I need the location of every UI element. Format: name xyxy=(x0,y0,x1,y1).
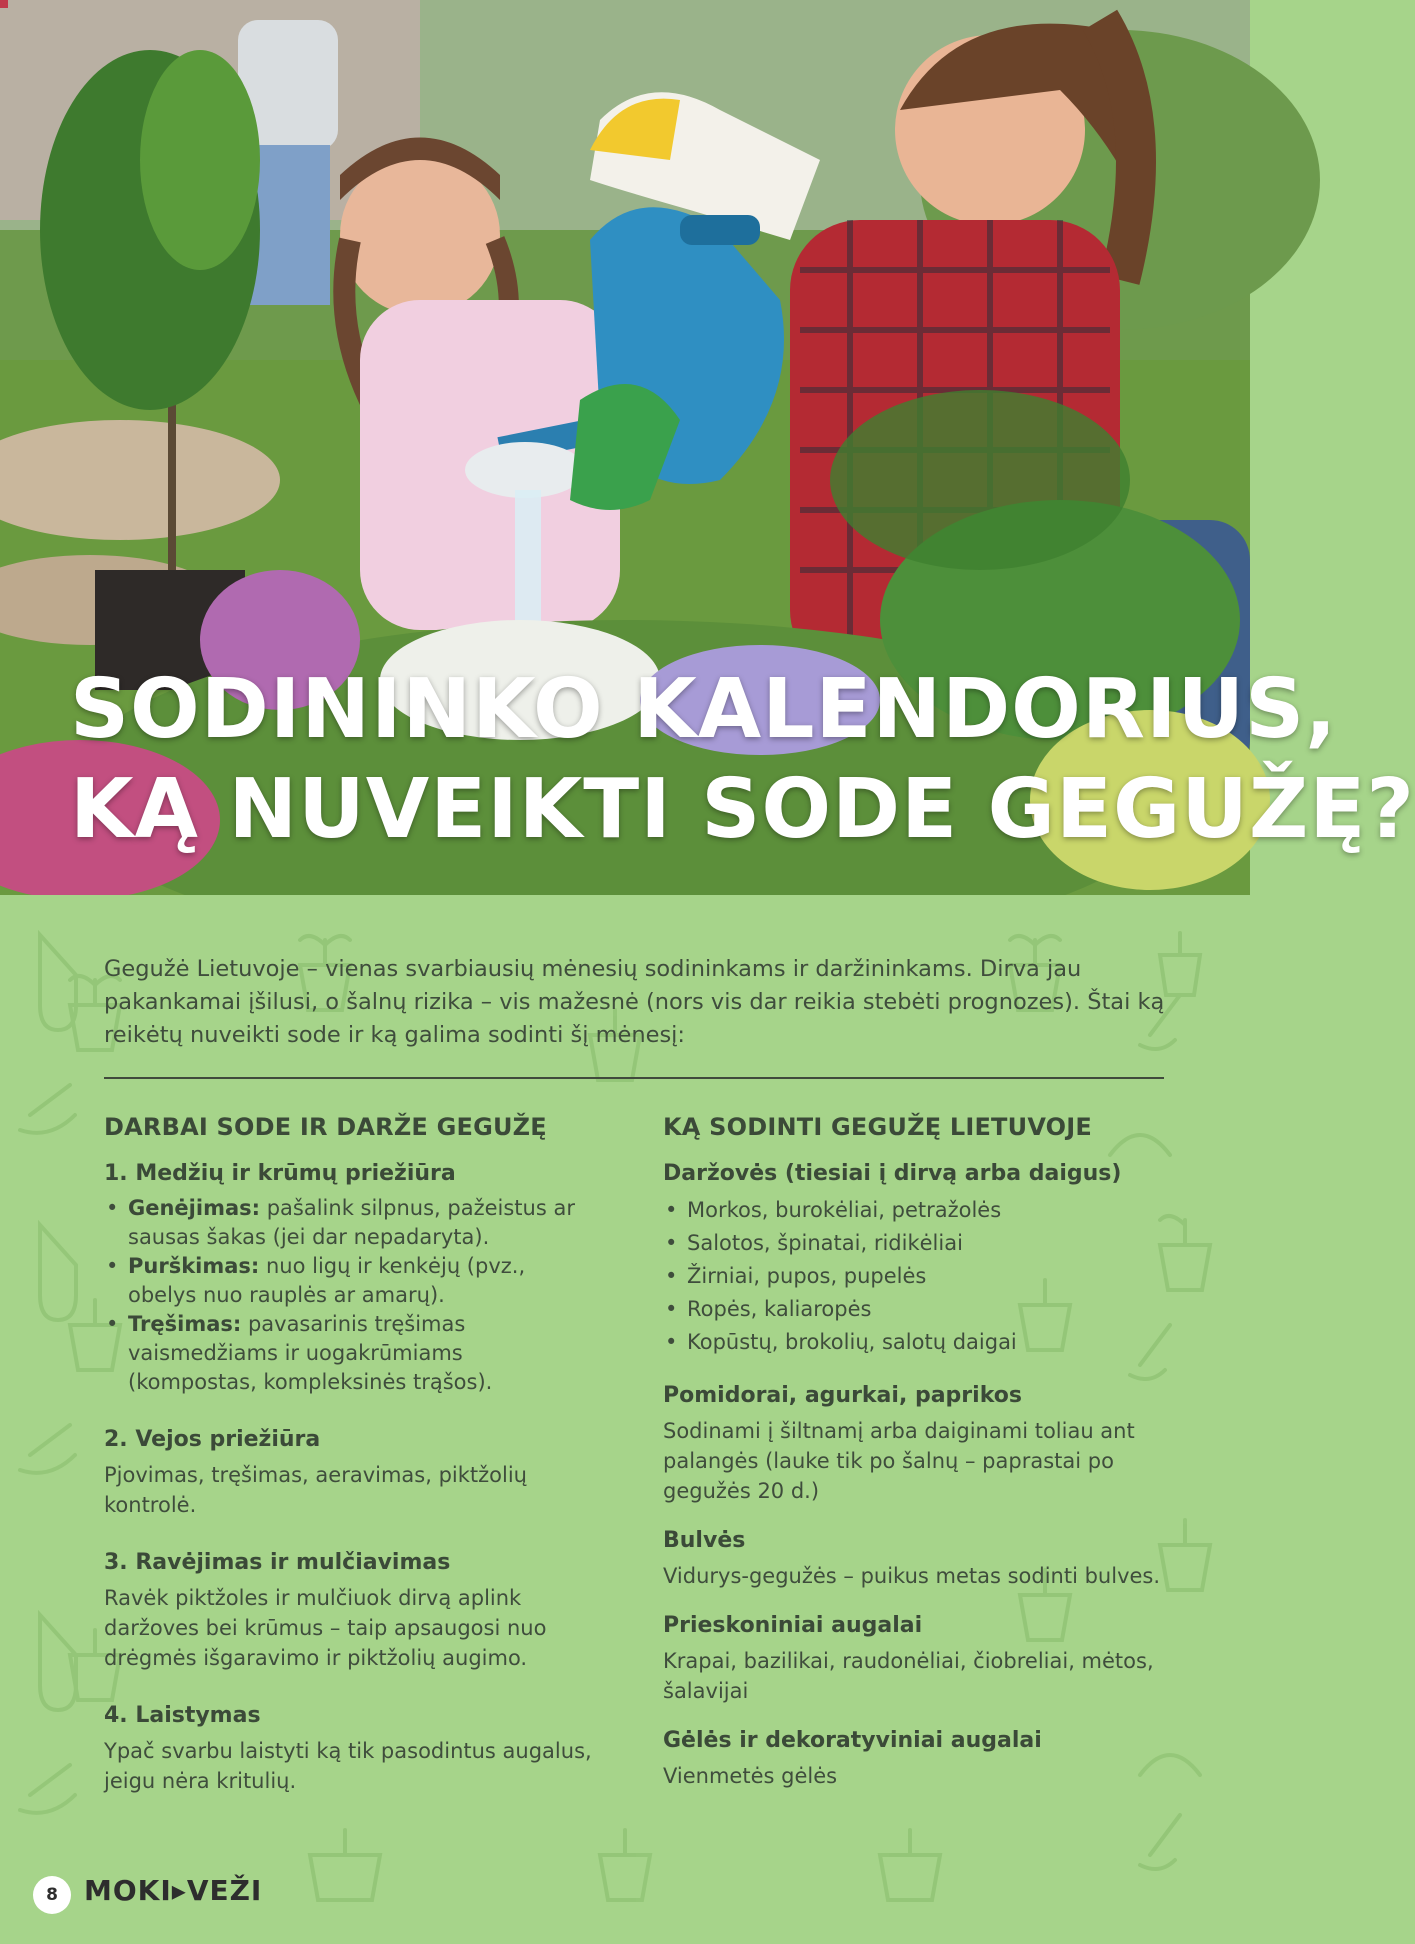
list-item xyxy=(104,1194,598,1252)
list-item: • Morkos, burokėliai, petražolės xyxy=(663,1194,1163,1227)
page-number: 8 xyxy=(33,1876,71,1914)
right-s2-title: Pomidorai, agurkai, paprikos xyxy=(663,1383,1022,1408)
left-s1-title: 1. Medžių ir krūmų priežiūra xyxy=(104,1161,456,1186)
list-item: • Ropės, kaliaropės xyxy=(663,1293,1163,1326)
right-s1-list xyxy=(663,1194,1163,1359)
right-s1-title: Daržovės (tiesiai į dirvą arba daigus) xyxy=(663,1161,1122,1186)
hero-title-line1: SODININKO KALENDORIUS, xyxy=(70,662,1338,757)
hero-title-line2: KĄ NUVEIKTI SODE GEGUŽĘ? xyxy=(70,762,1415,857)
right-s3-title: Bulvės xyxy=(663,1528,746,1553)
list-item xyxy=(104,1310,598,1397)
left-s4-title: 4. Laistymas xyxy=(104,1703,261,1728)
left-column xyxy=(104,1113,598,1796)
right-s4-text: Krapai, bazilikai, raudonėliai, čiobreliai, mėtos, šalavijai xyxy=(663,1649,1154,1703)
right-s4-title: Prieskoniniai augalai xyxy=(663,1613,923,1638)
brand-logo: MOKI▸VEŽI xyxy=(84,1874,263,1907)
hero-title xyxy=(70,660,1415,860)
corner-mark-icon xyxy=(0,0,8,8)
list-item xyxy=(104,1252,598,1310)
left-s2-text: Pjovimas, tręšimas, aeravimas, piktžolių kontrolė. xyxy=(104,1463,527,1517)
right-s5-title: Gėlės ir dekoratyviniai augalai xyxy=(663,1728,1042,1753)
left-s3-text: Ravėk piktžoles ir mulčiuok dirvą aplink daržoves bei krūmus – taip apsaugosi nuo drėgmės išgaravimo ir piktžolių augimo. xyxy=(104,1586,547,1670)
list-item-text: pavasarinis tręšimas vaismedžiams ir uogakrūmiams (kompostas, kompleksinės trąšos). xyxy=(128,1312,493,1394)
right-s2-text: Sodinami į šiltnamį arba daiginami toliau ant palangės (lauke tik po šalnų – paprastai po gegužės 20 d.) xyxy=(663,1419,1135,1503)
left-s4-text: Ypač svarbu laistyti ką tik pasodintus augalus, jeigu nėra kritulių. xyxy=(104,1739,592,1793)
intro-paragraph: Gegužė Lietuvoje – vienas svarbiausių mėnesių sodininkams ir daržininkams. Dirva jau pakankamai įšilusi, o šalnų rizika – vis mažesnė (nors vis dar reikia stebėti prognozes). Štai ką reikėtų nuveikti sode ir ką galima sodinti šį mėnesį: xyxy=(104,956,1165,1048)
hero-photo xyxy=(0,0,1415,895)
list-item-label: Genėjimas: xyxy=(128,1196,261,1220)
list-item-text: pašalink silpnus, pažeistus ar sausas šakas (jei dar nepadaryta). xyxy=(128,1196,575,1249)
left-s2-title: 2. Vejos priežiūra xyxy=(104,1427,321,1452)
left-s3-title: 3. Ravėjimas ir mulčiavimas xyxy=(104,1550,451,1575)
list-item-text: nuo ligų ir kenkėjų (pvz., obelys nuo rauplės ar amarų). xyxy=(128,1254,526,1307)
list-item: • Salotos, špinatai, ridikėliai xyxy=(663,1227,1163,1260)
right-s3-text: Vidurys-gegužės – puikus metas sodinti bulves. xyxy=(663,1564,1161,1588)
left-section-title: DARBAI SODE IR DARŽE GEGUŽĘ xyxy=(104,1113,547,1141)
list-item: • Kopūstų, brokolių, salotų daigai xyxy=(663,1326,1163,1359)
right-section-title: KĄ SODINTI GEGUŽĘ LIETUVOJE xyxy=(663,1113,1092,1141)
content-panel xyxy=(0,895,1250,1944)
right-column xyxy=(663,1113,1163,1791)
right-s5-text: Vienmetės gėlės xyxy=(663,1764,838,1788)
left-s1-list xyxy=(104,1194,598,1397)
divider-line xyxy=(104,1077,1164,1079)
list-item: • Žirniai, pupos, pupelės xyxy=(663,1260,1163,1293)
list-item-label: Purškimas: xyxy=(128,1254,260,1278)
list-item-label: Tręšimas: xyxy=(128,1312,242,1336)
